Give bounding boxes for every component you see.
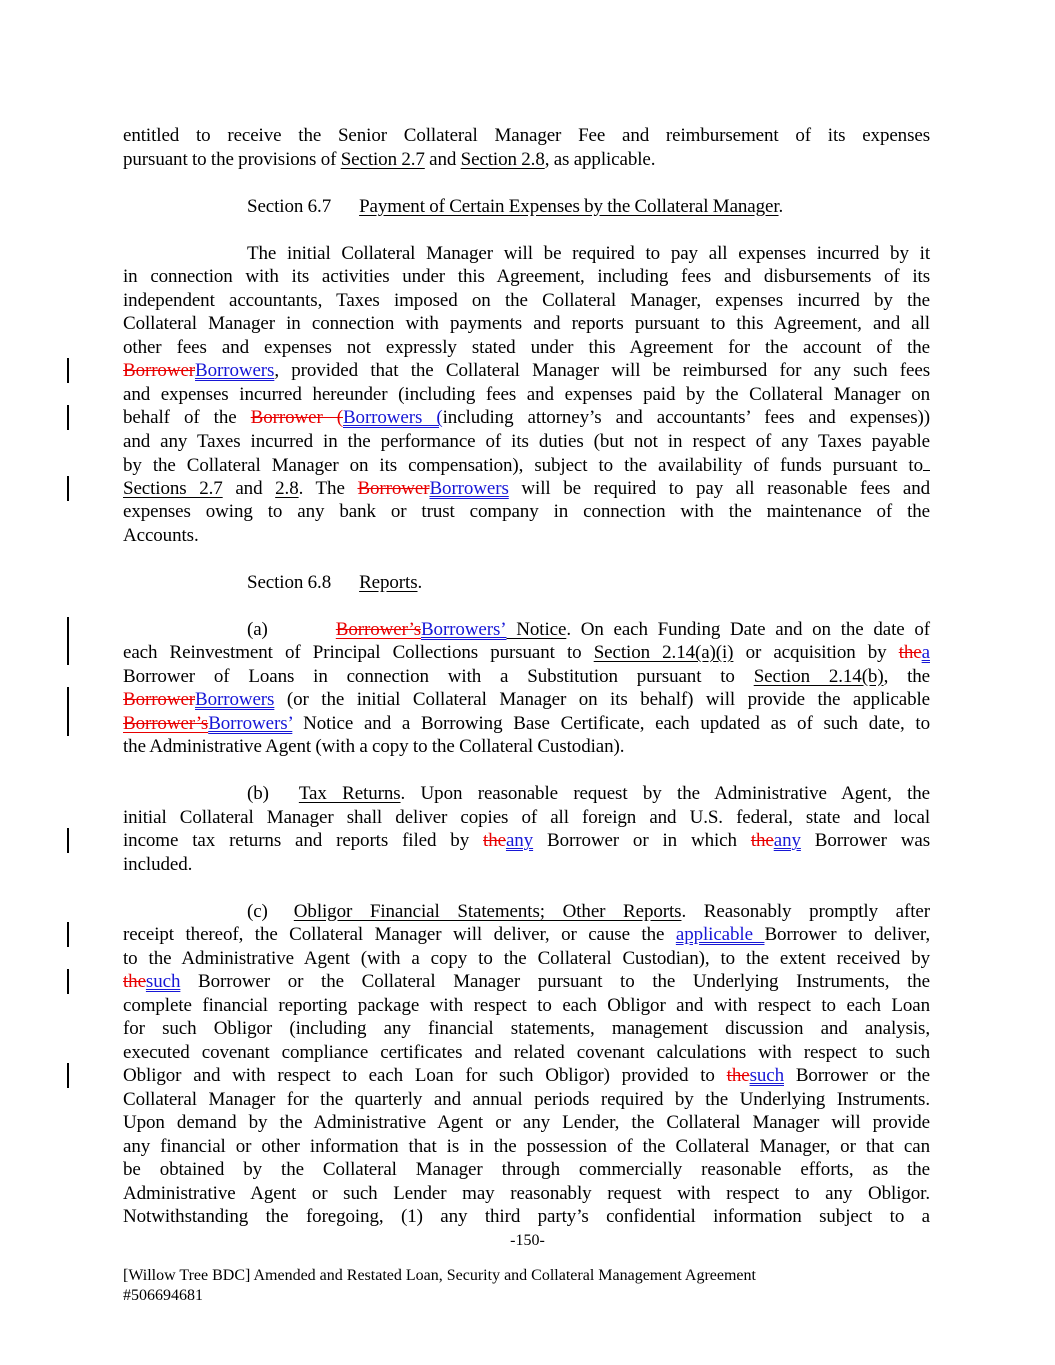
document-body (123, 124, 930, 1229)
change-bar (67, 922, 69, 947)
text-line (123, 571, 930, 595)
text-line (123, 1064, 930, 1088)
inserted-text: Borrowers (195, 689, 275, 710)
text-run: Accounts. (123, 524, 199, 546)
text-line (123, 1158, 930, 1182)
change-bar (67, 1063, 69, 1088)
text-run: and (222, 477, 276, 499)
deleted-text: the (123, 971, 146, 992)
deleted-text: the (898, 642, 922, 663)
deleted-text: the (483, 830, 506, 851)
text-run: (or the initial Collateral Manager on its behalf) will provide the applicable (274, 689, 930, 710)
text-run: Borrower or the Collateral Manager pursuant to the Underlying Instruments, the (180, 971, 930, 992)
tab-space (268, 916, 294, 917)
text-line (123, 641, 930, 665)
text-line (123, 947, 930, 971)
text-run: Notwithstanding the foregoing, (1) any third party’s confidential information subject to a (123, 1206, 930, 1227)
underlined-text: Sections 2.7 (123, 477, 223, 499)
text-line (123, 195, 930, 219)
text-run: Borrower or in which (533, 830, 751, 851)
text-run: . (417, 571, 423, 593)
text-run: Borrower or the (784, 1065, 930, 1086)
text-line (123, 453, 930, 477)
change-bar (67, 711, 69, 736)
change-bar (67, 617, 69, 642)
deleted-text: Borrower (123, 689, 196, 710)
text-line (123, 1205, 930, 1229)
text-line (123, 265, 930, 289)
deleted-text: Borrower (123, 360, 196, 381)
text-line (123, 923, 930, 947)
text-run: to the Administrative Agent (with a copy to the Collateral Custodian), to the extent received by (123, 947, 930, 969)
text-run: executed covenant compliance certificates and related covenant calculations with respect to such (123, 1041, 930, 1063)
change-bar (67, 969, 69, 994)
text-run: . On each Funding Date and on the date of (566, 618, 930, 640)
text-run: complete financial reporting package with respect to each Obligor and with respect to each Loan (123, 994, 930, 1016)
section-heading-6-7 (123, 195, 930, 219)
text-run: by the Collateral Manager on its compensation), subject to the availability of funds pursuant to (123, 455, 923, 476)
change-bar (67, 476, 69, 501)
text-line (123, 829, 930, 853)
text-run: , as applicable. (544, 148, 656, 170)
text-line (123, 430, 930, 454)
text-run: Borrower of Loans in connection with a Substitution pursuant to (123, 665, 754, 687)
inserted-text: such (749, 1065, 784, 1086)
page-number: -150- (510, 1232, 545, 1249)
text-run: Notice and a Borrowing Base Certificate, each updated as of such date, to (292, 712, 930, 734)
text-line (123, 1135, 930, 1159)
text-run: . The (298, 477, 358, 499)
text-run: and (424, 148, 461, 170)
deleted-text: the (726, 1065, 750, 1086)
inserted-text: any (505, 830, 534, 851)
tab-space (331, 587, 359, 588)
footer-line: [Willow Tree BDC] Amended and Restated Loan, Security and Collateral Management Agreement (123, 1267, 756, 1284)
deleted-text: Borrower (357, 477, 430, 499)
paragraph-continuation (123, 124, 930, 171)
text-line (123, 1111, 930, 1135)
underlined-text: Payment of Certain Expenses by the Collateral Manager (359, 195, 779, 217)
paragraph-b-tax-returns (123, 782, 930, 876)
paragraph-c-obligor-financial-statements (123, 900, 930, 1229)
text-line (123, 782, 930, 806)
text-run: , provided that the Collateral Manager will be reimbursed for any such fees (274, 360, 930, 381)
deleted-text: the (750, 830, 774, 851)
text-run: other fees and expenses not expressly stated under this Agreement for the account of the (123, 336, 930, 358)
text-run: behalf of the (123, 407, 251, 428)
text-run: or acquisition by (733, 642, 899, 663)
text-line (123, 1017, 930, 1041)
text-run: included. (123, 853, 193, 875)
tab-space (269, 798, 299, 799)
text-line (123, 1041, 930, 1065)
change-bar (67, 405, 69, 430)
text-line (123, 524, 930, 548)
text-line (123, 148, 930, 172)
text-line (123, 994, 930, 1018)
text-line (123, 312, 930, 336)
text-run: (a) (247, 618, 268, 640)
text-run: (c) (247, 900, 268, 922)
inserted-text: Borrowers’ (420, 618, 507, 640)
underline-space (923, 453, 930, 471)
text-line (123, 853, 930, 877)
text-line (123, 242, 930, 266)
inserted-text: such (145, 971, 181, 992)
text-run: and expenses incurred hereunder (including fees and expenses paid by the Collateral Manager on (123, 383, 930, 405)
text-run: (b) (247, 783, 269, 804)
change-bar (67, 687, 69, 712)
tab-space (331, 211, 359, 212)
text-line (123, 712, 930, 736)
text-run: . Upon reasonable request by the Administrative Agent, the (400, 783, 930, 804)
change-bar (67, 640, 69, 665)
text-line (123, 1182, 930, 1206)
change-bar (67, 828, 69, 853)
text-run: The initial Collateral Manager will be required to pay all expenses incurred by it (247, 242, 930, 264)
text-run: . Reasonably promptly after (681, 900, 930, 922)
section-heading-6-8 (123, 571, 930, 595)
text-line (123, 359, 930, 383)
text-run: . (778, 195, 784, 217)
text-line (123, 735, 930, 759)
text-line (123, 900, 930, 924)
paragraph-a-borrowers-notice (123, 618, 930, 759)
inserted-text: applicable (675, 924, 765, 945)
underlined-text: Section 2.14(b) (753, 665, 884, 687)
text-line (123, 806, 930, 830)
underlined-text: Tax Returns (298, 783, 401, 804)
text-run: Borrower was (800, 830, 930, 851)
underlined-text: Notice (506, 618, 567, 640)
text-run: be obtained by the Collateral Manager through commercially reasonable efforts, as the (123, 1159, 930, 1180)
text-run: Section 6.8 (247, 571, 332, 593)
text-run: entitled to receive the Senior Collateral Manager Fee and reimbursement of its expenses (123, 125, 930, 146)
underlined-text: Section 2.7 (340, 148, 425, 170)
inserted-text: Borrowers (195, 360, 275, 381)
text-run: Administrative Agent or such Lender may reasonably request with respect to any Obligor. (123, 1182, 930, 1204)
inserted-text: Borrowers’ (208, 712, 293, 734)
text-run: will be required to pay all reasonable fees and (508, 477, 930, 499)
text-run: , the (883, 665, 930, 687)
tab-space (268, 634, 336, 635)
paragraph-section-6-7 (123, 242, 930, 548)
text-run: Collateral Manager in connection with payments and reports pursuant to this Agreement, and all (123, 313, 930, 334)
text-run: in connection with its activities under this Agreement, including fees and disbursements of its (123, 266, 930, 287)
text-line (123, 1088, 930, 1112)
underlined-text: Section 2.8 (460, 148, 545, 170)
inserted-text: a (921, 642, 930, 663)
underlined-text: Obligor Financial Statements; Other Reports (293, 900, 682, 922)
deleted-text: Borrower ( (250, 407, 343, 428)
text-line (123, 970, 930, 994)
text-run: Borrower to deliver, (764, 924, 931, 945)
text-run: for such Obligor (including any financial statements, management discussion and analysis, (123, 1018, 930, 1039)
text-run: pursuant to the provisions of (123, 148, 341, 170)
text-run: Collateral Manager for the quarterly and annual periods required by the Underlying Instruments. (123, 1088, 930, 1110)
inserted-text: any (773, 830, 801, 851)
document-footer (123, 1266, 933, 1306)
deleted-text: Borrower’s (123, 712, 209, 734)
underlined-text: 2.8 (275, 477, 299, 499)
text-line (123, 383, 930, 407)
text-run: the Administrative Agent (with a copy to the Collateral Custodian). (123, 736, 625, 757)
text-run: Section 6.7 (247, 195, 332, 217)
text-line (123, 124, 930, 148)
text-line (123, 665, 930, 689)
inserted-text: Borrowers (429, 477, 509, 499)
text-run: any financial or other information that is in the possession of the Collateral Manager, or that can (123, 1135, 930, 1157)
text-run: each Reinvestment of Principal Collections pursuant to (123, 642, 594, 663)
text-run: income tax returns and reports filed by (123, 830, 484, 851)
deleted-text: Borrower’s (335, 618, 421, 640)
underlined-text: Section 2.14(a)(i) (593, 642, 734, 663)
text-run: receipt thereof, the Collateral Manager will deliver, or cause the (123, 924, 676, 945)
text-run: Upon demand by the Administrative Agent or any Lender, the Collateral Manager will provide (123, 1112, 930, 1133)
text-line (123, 336, 930, 360)
text-line (123, 618, 930, 642)
footer-line: #506694681 (123, 1287, 203, 1304)
text-line (123, 406, 930, 430)
change-bar (67, 358, 69, 383)
text-run: independent accountants, Taxes imposed on the Collateral Manager, expenses incurred by the (123, 289, 930, 311)
text-run: initial Collateral Manager shall deliver copies of all foreign and U.S. federal, state and local (123, 806, 930, 828)
text-run: and any Taxes incurred in the performance of its duties (but not in respect of any Taxes payable (123, 430, 930, 452)
text-line (123, 688, 930, 712)
text-line (123, 289, 930, 313)
text-line (123, 477, 930, 501)
text-run: expenses owing to any bank or trust company in connection with the maintenance of the (123, 501, 930, 522)
underlined-text: Reports (359, 571, 418, 593)
text-run: including attorney’s and accountants’ fees and expenses)) (442, 407, 930, 428)
inserted-text: Borrowers ( (342, 407, 443, 428)
text-line (123, 500, 930, 524)
text-run: Obligor and with respect to each Loan for such Obligor) provided to (123, 1065, 727, 1086)
